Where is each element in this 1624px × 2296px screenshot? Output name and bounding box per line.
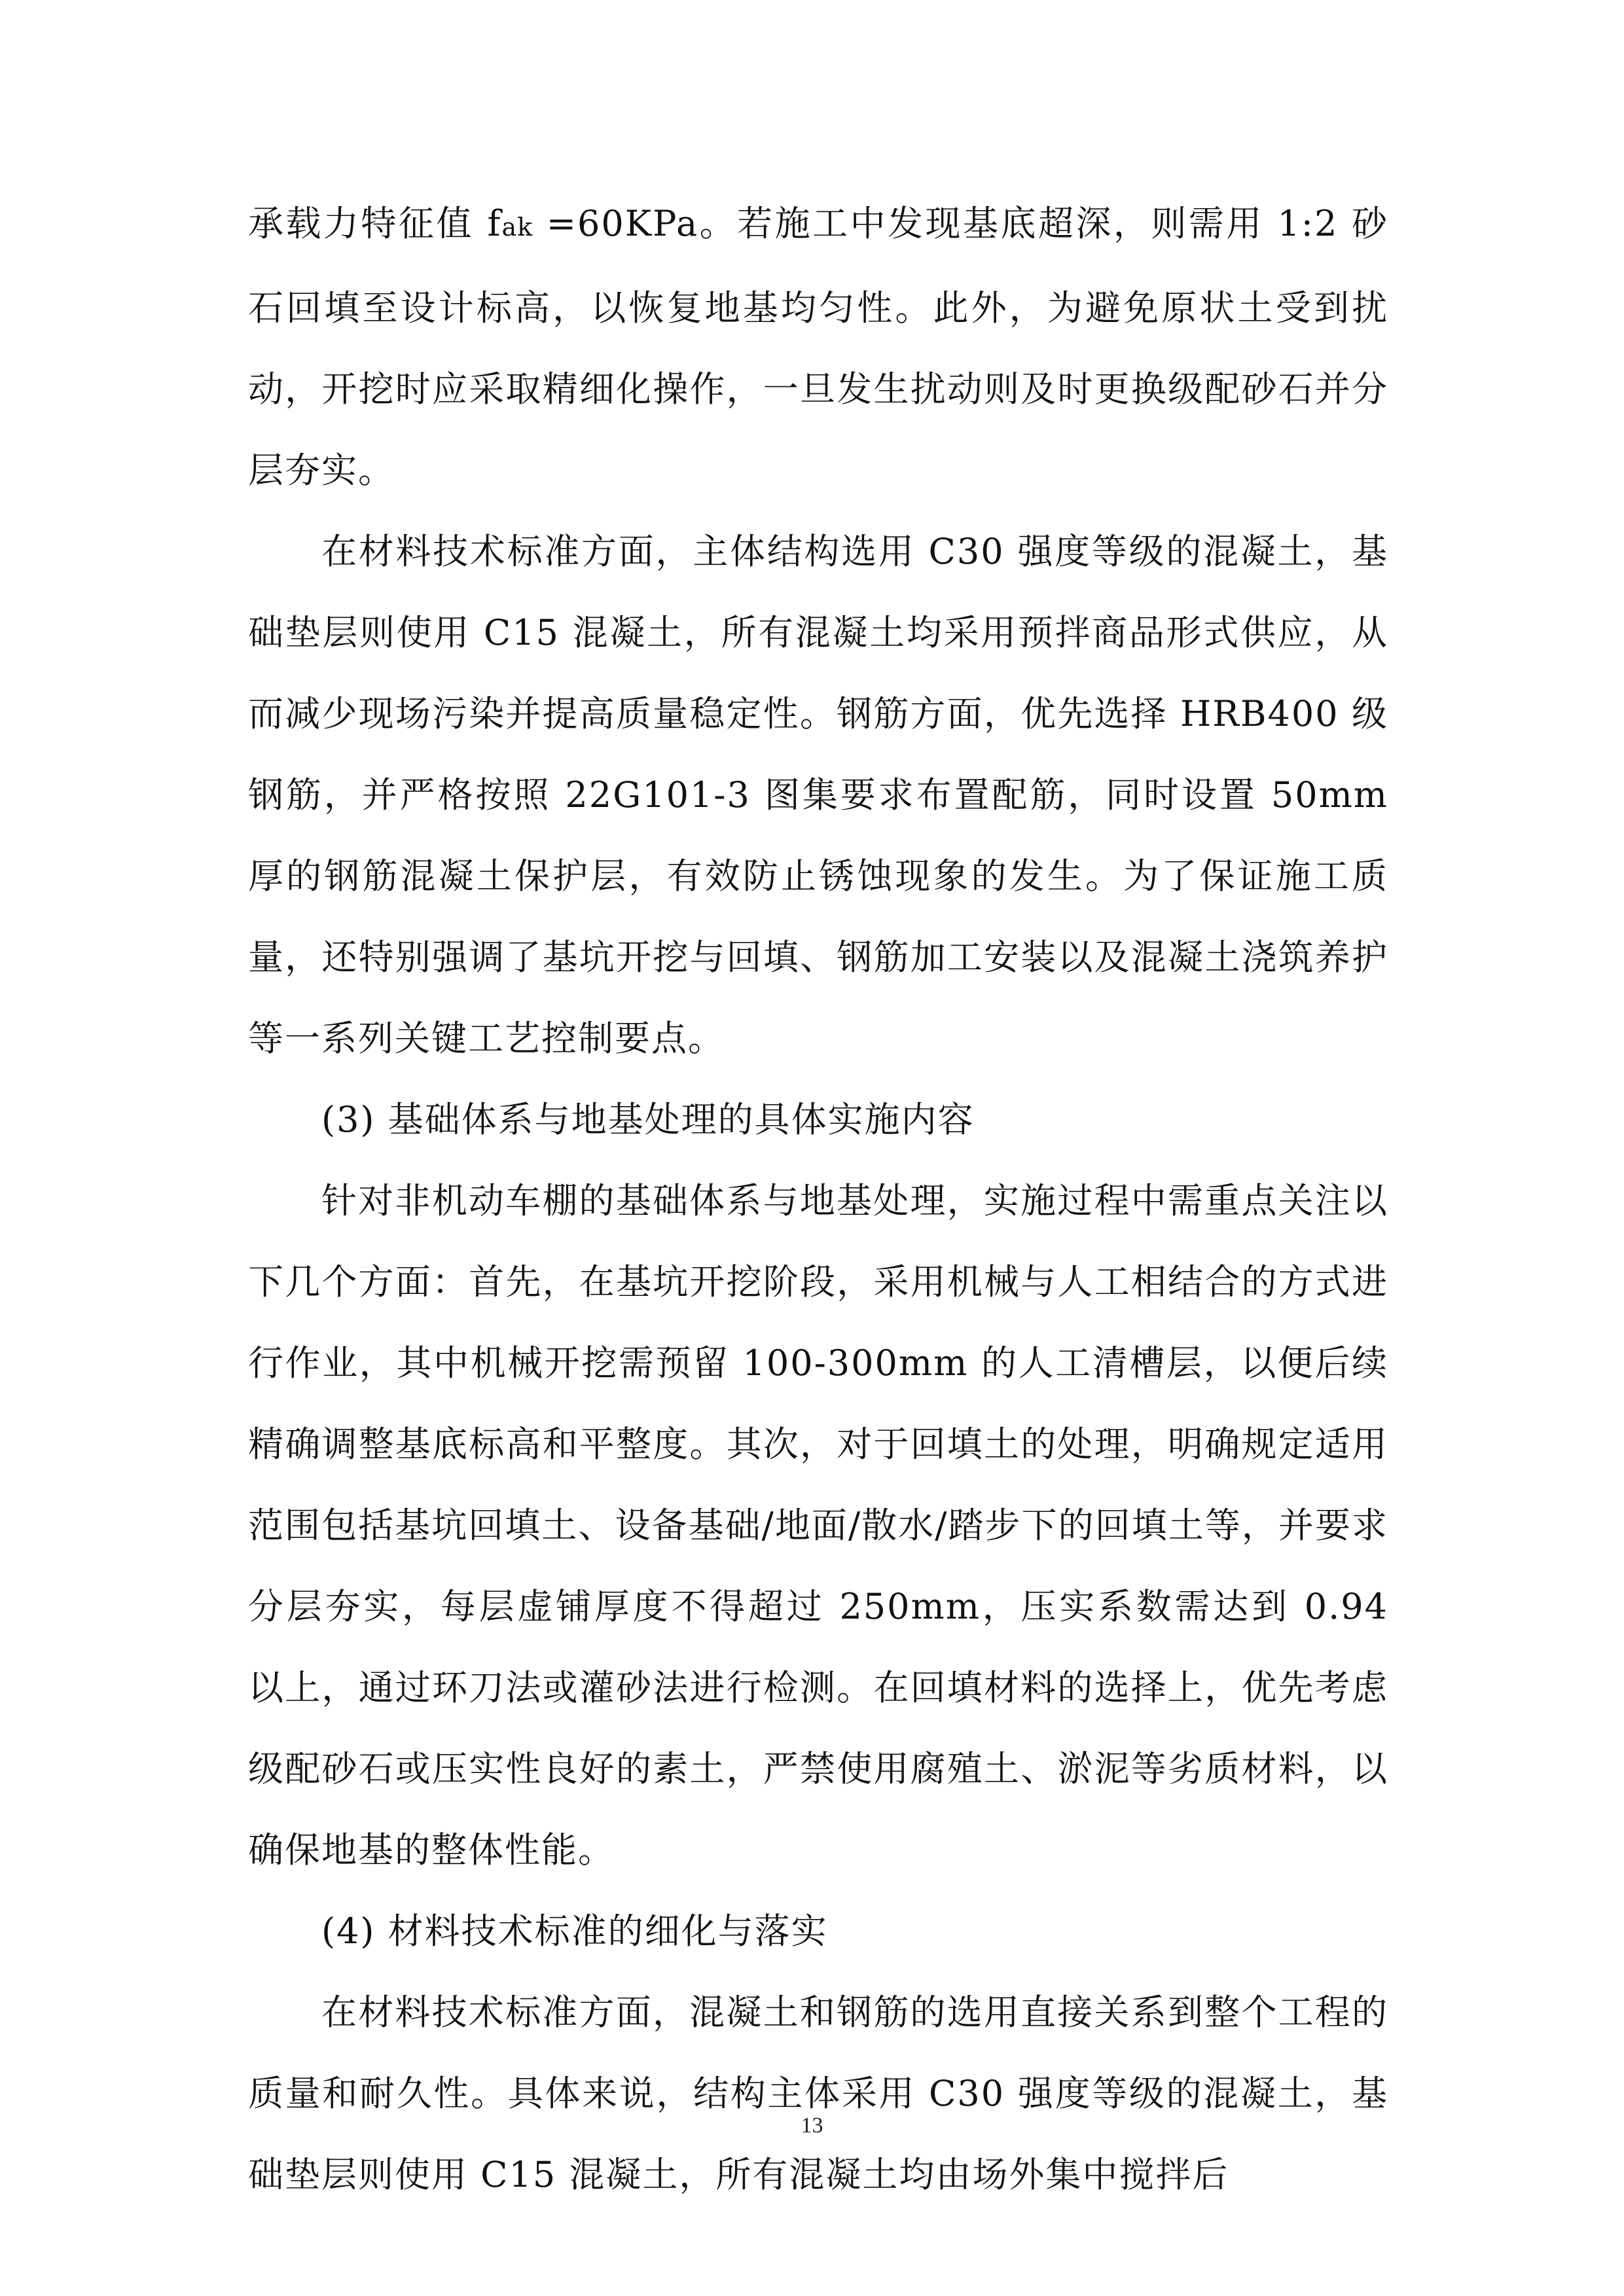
page-number: 13 xyxy=(801,2113,823,2138)
section-heading-3: (3) 基础体系与地基处理的具体实施内容 xyxy=(321,1099,975,1140)
continued-paragraph-suffix: =60KPa。若施工中发现基底超深，则需用 1:2 砂石回填至设计标高，以恢复地基均匀性。此外，为避免原状土受到扰动，开挖时应采取精细化操作，一旦发生扰动则及时更换级配砂石并分层夯实。 xyxy=(248,203,1388,491)
continued-paragraph-prefix: 承载力特征值 f xyxy=(248,203,502,244)
paragraph-foundation-treatment: 针对非机动车棚的基础体系与地基处理，实施过程中需重点关注以下几个方面：首先，在基坑开挖阶段，采用机械与人工相结合的方式进行作业，其中机械开挖需预留 100-300mm 的人工清槽层，以便后续精确调整基底标高和平整度。其次，对于回填土的处理，明确规定适用范围包括基坑回填土、设备基础/地面/散水/踏步下的回填土等，并要求分层夯实，每层虚铺厚度不得超过 250mm，压实系数需达到 0.94 以上，通过环刀法或灌砂法进行检测。在回填材料的选择上，优先考虑级配砂石或压实性良好的素土，严禁使用腐殖土、淤泥等劣质材料，以确保地基的整体性能。 xyxy=(248,1180,1388,1871)
paragraph-materials-standards: 在材料技术标准方面，主体结构选用 C30 强度等级的混凝土，基础垫层则使用 C15 混凝土，所有混凝土均采用预拌商品形式供应，从而减少现场污染并提高质量稳定性。钢筋方面，优先选择 HRB400 级钢筋，并严格按照 22G101-3 图集要求布置配筋，同时设置 50mm 厚的钢筋混凝土保护层，有效防止锈蚀现象的发生。为了保证施工质量，还特别强调了基坑开挖与回填、钢筋加工安装以及混凝土浇筑养护等一系列关键工艺控制要点。 xyxy=(248,531,1388,1059)
fak-subscript: ak xyxy=(501,213,533,242)
continued-paragraph xyxy=(248,183,1388,511)
body-text xyxy=(248,183,1388,2215)
section-heading-4: (4) 材料技术标准的细化与落实 xyxy=(321,1910,828,1952)
paragraph-materials-refinement: 在材料技术标准方面，混凝土和钢筋的选用直接关系到整个工程的质量和耐久性。具体来说，结构主体采用 C30 强度等级的混凝土，基础垫层则使用 C15 混凝土，所有混凝土均由场外集中搅拌后 xyxy=(248,1992,1388,2195)
